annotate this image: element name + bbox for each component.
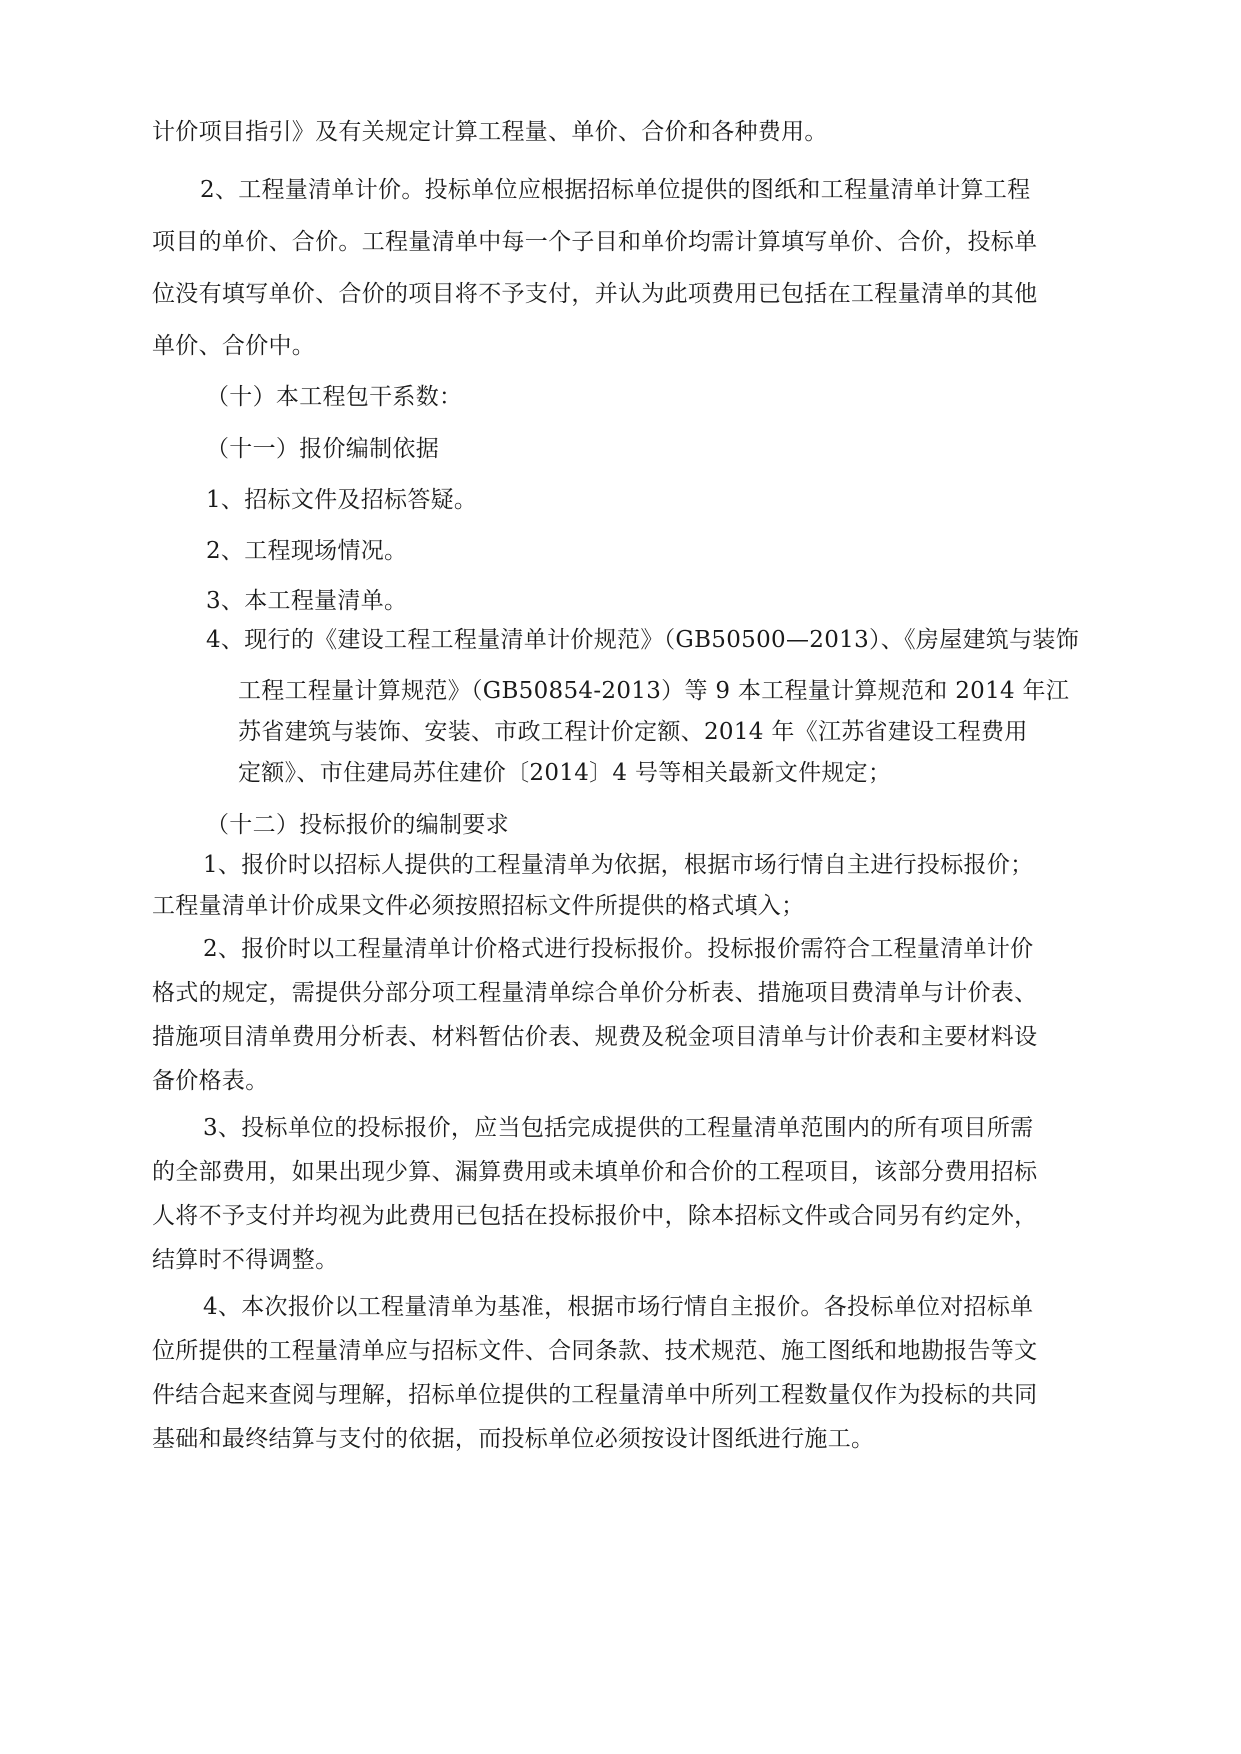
section-heading: （十二）投标报价的编制要求: [206, 812, 509, 838]
text-line: 人将不予支付并均视为此费用已包括在投标报价中，除本招标文件或合同另有约定外，: [152, 1203, 1038, 1229]
text-line: 工程量清单计价成果文件必须按照招标文件所提供的格式填入；: [152, 893, 805, 919]
text-line: 件结合起来查阅与理解，招标单位提供的工程量清单中所列工程数量仅作为投标的共同: [152, 1382, 1038, 1408]
text-line: 定额》、市住建局苏住建价〔2014〕4 号等相关最新文件规定；: [238, 760, 892, 786]
text-line: 项目的单价、合价。工程量清单中每一个子目和单价均需计算填写单价、合价，投标单: [152, 229, 1038, 255]
text-line: 2、报价时以工程量清单计价格式进行投标报价。投标报价需符合工程量清单计价: [203, 936, 1034, 962]
text-line: 基础和最终结算与支付的依据，而投标单位必须按设计图纸进行施工。: [152, 1426, 875, 1452]
text-line: 格式的规定，需提供分部分项工程量清单综合单价分析表、措施项目费清单与计价表、: [152, 980, 1038, 1006]
text-line: 措施项目清单费用分析表、材料暂估价表、规费及税金项目清单与计价表和主要材料设: [152, 1024, 1038, 1050]
text-line: 2、工程量清单计价。投标单位应根据招标单位提供的图纸和工程量清单计算工程: [200, 177, 1031, 203]
list-item: 2、工程现场情况。: [206, 538, 408, 564]
section-heading: （十）本工程包干系数：: [206, 384, 463, 410]
text-line: 备价格表。: [152, 1068, 269, 1094]
list-item: 3、本工程量清单。: [206, 588, 408, 614]
section-heading: （十一）报价编制依据: [206, 436, 439, 462]
text-line: 4、本次报价以工程量清单为基准，根据市场行情自主报价。各投标单位对招标单: [203, 1294, 1034, 1320]
text-line: 位所提供的工程量清单应与招标文件、合同条款、技术规范、施工图纸和地勘报告等文: [152, 1338, 1038, 1364]
text-line: 计价项目指引》及有关规定计算工程量、单价、合价和各种费用。: [152, 119, 828, 145]
text-line: 3、投标单位的投标报价，应当包括完成提供的工程量清单范围内的所有项目所需: [203, 1115, 1034, 1141]
list-item: 1、招标文件及招标答疑。: [206, 487, 478, 513]
text-line: 单价、合价中。: [152, 333, 316, 359]
text-line: 1、报价时以招标人提供的工程量清单为依据，根据市场行情自主进行投标报价；: [203, 852, 1034, 878]
text-line: 工程工程量计算规范》（GB50854-2013）等 9 本工程量计算规范和 2014 年江: [238, 678, 1070, 704]
text-line: 的全部费用，如果出现少算、漏算费用或未填单价和合价的工程项目，该部分费用招标: [152, 1159, 1038, 1185]
text-line: 位没有填写单价、合价的项目将不予支付，并认为此项费用已包括在工程量清单的其他: [152, 281, 1038, 307]
text-line: 结算时不得调整。: [152, 1247, 339, 1273]
list-item: 4、现行的《建设工程工程量清单计价规范》（GB50500—2013）、《房屋建筑与装饰: [206, 627, 1080, 653]
text-line: 苏省建筑与装饰、安装、市政工程计价定额、2014 年《江苏省建设工程费用: [238, 719, 1028, 745]
